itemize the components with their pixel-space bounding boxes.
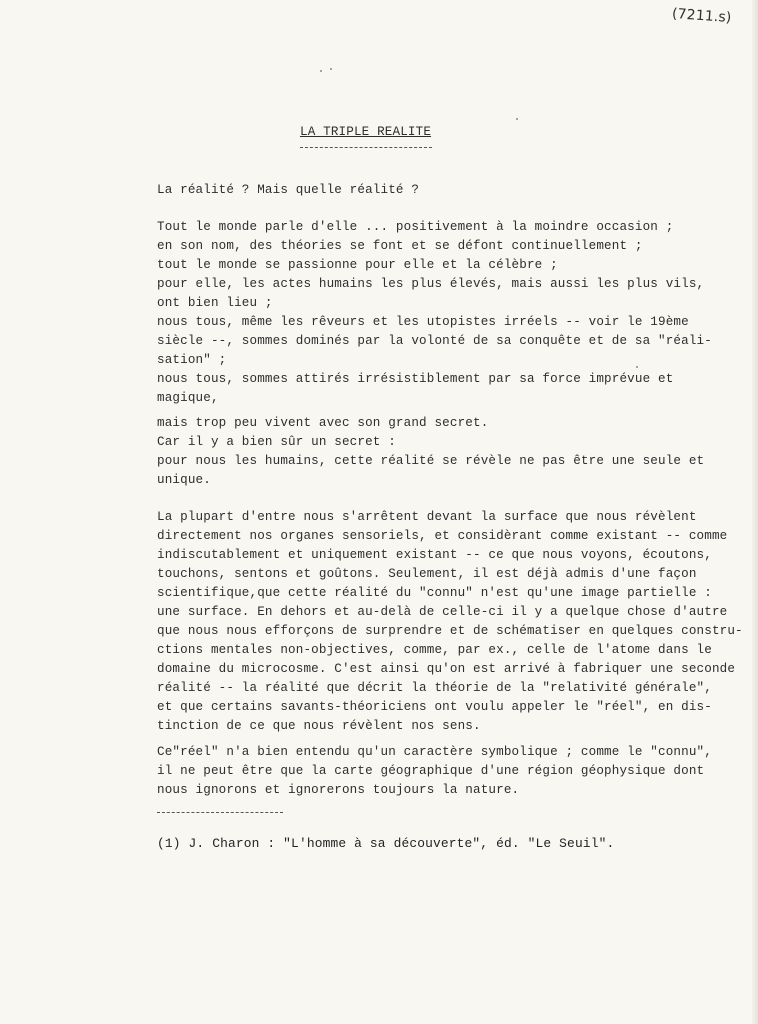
footnote: (1) J. Charon : "L'homme à sa découverte", éd. "Le Seuil".: [157, 836, 615, 851]
title-underline: [300, 147, 432, 148]
text-line: indiscutablement et uniquement existant -- ce que nous voyons, écoutons,: [157, 548, 712, 562]
text-line: Car il y a bien sûr un secret :: [157, 435, 396, 449]
text-line: nous ignorons et ignorerons toujours la nature.: [157, 783, 520, 797]
text-line: nous tous, même les rêveurs et les utopistes irréels -- voir le 19ème: [157, 315, 689, 329]
text-line: La plupart d'entre nous s'arrêtent devant la surface que nous révèlent: [157, 510, 697, 524]
text-line: mais trop peu vivent avec son grand secret.: [157, 416, 489, 430]
text-line: Tout le monde parle d'elle ... positivement à la moindre occasion ;: [157, 220, 674, 234]
text-line: touchons, sentons et goûtons. Seulement, il est déjà admis d'une façon: [157, 567, 697, 581]
text-line: une surface. En dehors et au-delà de celle-ci il y a quelque chose d'autre: [157, 605, 728, 619]
ink-speck: [636, 366, 638, 368]
text-line: pour nous les humains, cette réalité se révèle ne pas être une seule et: [157, 454, 705, 468]
ink-speck: [330, 68, 332, 70]
footnote-separator: [157, 812, 283, 813]
text-line: ctions mentales non-objectives, comme, par ex., celle de l'atome dans le: [157, 643, 712, 657]
text-line: et que certains savants-théoriciens ont voulu appeler le "réel", en dis-: [157, 700, 712, 714]
ink-speck: [320, 70, 322, 72]
text-line: réalité -- la réalité que décrit la théorie de la "relativité générale",: [157, 681, 712, 695]
text-line: domaine du microcosme. C'est ainsi qu'on est arrivé à fabriquer une seconde: [157, 662, 736, 676]
text-line: pour elle, les actes humains les plus élevés, mais aussi les plus vils,: [157, 277, 705, 291]
text-line: que nous nous efforçons de surprendre et de schématiser en quelques constru-: [157, 624, 743, 638]
paper-edge: [752, 0, 758, 1024]
text-line: unique.: [157, 473, 211, 487]
text-line: siècle --, sommes dominés par la volonté de sa conquête et de sa "réali-: [157, 334, 712, 348]
text-line: nous tous, sommes attirés irrésistiblement par sa force imprévue et: [157, 372, 674, 386]
text-line: scientifique,que cette réalité du "connu" n'est qu'une image partielle :: [157, 586, 712, 600]
text-line: Ce"réel" n'a bien entendu qu'un caractère symbolique ; comme le "connu",: [157, 745, 712, 759]
text-line: tout le monde se passionne pour elle et la célèbre ;: [157, 258, 558, 272]
page-title: LA TRIPLE REALITE: [300, 125, 432, 139]
opening-question: La réalité ? Mais quelle réalité ?: [157, 183, 420, 197]
text-line: sation" ;: [157, 353, 227, 367]
ink-speck: [516, 118, 518, 120]
text-line: ont bien lieu ;: [157, 296, 273, 310]
text-line: magique,: [157, 391, 219, 405]
text-line: directement nos organes sensoriels, et considèrant comme existant -- comme: [157, 529, 728, 543]
text-line: en son nom, des théories se font et se défont continuellement ;: [157, 239, 643, 253]
text-line: tinction de ce que nous révèlent nos sens.: [157, 719, 481, 733]
text-line: il ne peut être que la carte géographique d'une région géophysique dont: [157, 764, 705, 778]
archive-reference: (7211.s): [671, 5, 732, 27]
